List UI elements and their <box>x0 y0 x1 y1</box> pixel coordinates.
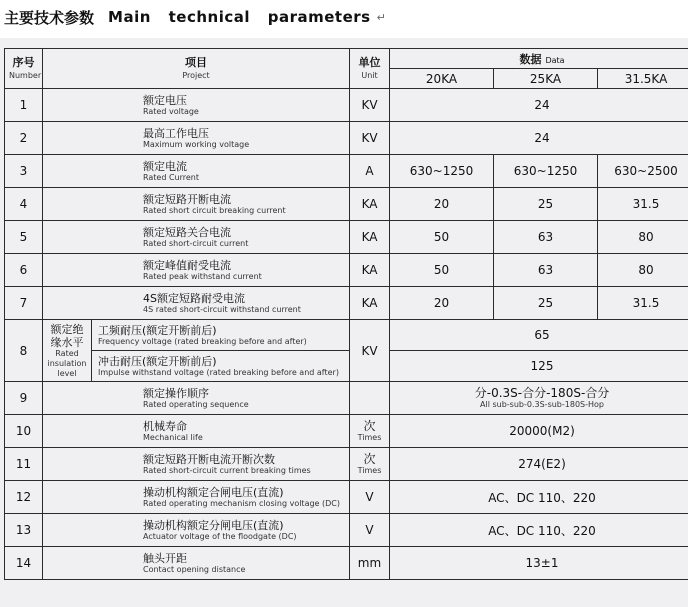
value: 31.5 <box>598 188 688 221</box>
insulation-group-label: 额定绝缘水平 Rated insulation level <box>43 320 92 382</box>
unit: KA <box>350 254 390 287</box>
title-cn: 主要技术参数 <box>4 8 95 27</box>
table-row <box>5 287 688 320</box>
table-row <box>5 547 688 580</box>
param-name: 最高工作电压 Maximum working voltage <box>43 122 350 155</box>
value: 80 <box>598 254 688 287</box>
value: 31.5 <box>598 287 688 320</box>
table-row <box>5 320 688 351</box>
value: 50 <box>390 254 494 287</box>
unit: KA <box>350 221 390 254</box>
value: 80 <box>598 221 688 254</box>
value: 50 <box>390 221 494 254</box>
param-name: 操动机构额定合闸电压(直流) Rated operating mechanism closing voltage (DC) <box>43 481 350 514</box>
value: 25 <box>494 188 598 221</box>
title-en: Main technical parameters <box>108 8 371 26</box>
value: 65 <box>390 320 688 351</box>
table-row <box>5 351 688 382</box>
value: 13±1 <box>390 547 688 580</box>
unit: KA <box>350 188 390 221</box>
header-row <box>5 49 688 69</box>
param-name: 额定操作顺序 Rated operating sequence <box>43 382 350 415</box>
row-number: 14 <box>5 547 43 580</box>
param-name: 额定峰值耐受电流 Rated peak withstand current <box>43 254 350 287</box>
value: 24 <box>390 89 688 122</box>
unit <box>350 382 390 415</box>
header-unit: 单位 Unit <box>350 49 390 89</box>
value: 125 <box>390 351 688 382</box>
unit: KA <box>350 287 390 320</box>
value: 24 <box>390 122 688 155</box>
value: 分-0.3S-合分-180S-合分 All sub-sub-0.3S-sub-180S-Hop <box>390 382 688 415</box>
value: AC、DC 110、220 <box>390 514 688 547</box>
table-row <box>5 89 688 122</box>
header-number: 序号 Number <box>5 49 43 89</box>
param-name: 触头开距 Contact opening distance <box>43 547 350 580</box>
table-row <box>5 254 688 287</box>
param-name: 机械寿命 Mechanical life <box>43 415 350 448</box>
row-number: 12 <box>5 481 43 514</box>
value: 63 <box>494 221 598 254</box>
value: 630~1250 <box>494 155 598 188</box>
table-row <box>5 188 688 221</box>
table-row <box>5 415 688 448</box>
value: 20 <box>390 188 494 221</box>
row-number: 7 <box>5 287 43 320</box>
value: 630~2500 <box>598 155 688 188</box>
param-name: 4S额定短路耐受电流 4S rated short-circuit withstand current <box>43 287 350 320</box>
value: 25 <box>494 287 598 320</box>
unit: mm <box>350 547 390 580</box>
header-data: 数据 Data <box>390 49 688 69</box>
value: 630~1250 <box>390 155 494 188</box>
row-number: 3 <box>5 155 43 188</box>
row-number: 9 <box>5 382 43 415</box>
row-number: 13 <box>5 514 43 547</box>
table-row <box>5 382 688 415</box>
page-title <box>4 4 386 30</box>
row-number: 10 <box>5 415 43 448</box>
parameter-sheet <box>0 38 688 607</box>
unit: V <box>350 481 390 514</box>
col-25ka: 25KA <box>494 69 598 89</box>
table-row <box>5 155 688 188</box>
param-name: 操动机构额定分闸电压(直流) Actuator voltage of the floodgate (DC) <box>43 514 350 547</box>
param-name: 额定短路关合电流 Rated short-circuit current <box>43 221 350 254</box>
unit: V <box>350 514 390 547</box>
param-name: 额定电流 Rated Current <box>43 155 350 188</box>
row-number: 1 <box>5 89 43 122</box>
row-number: 4 <box>5 188 43 221</box>
header-project: 项目 Project <box>43 49 350 89</box>
unit: KV <box>350 89 390 122</box>
value: 20000(M2) <box>390 415 688 448</box>
row-number: 6 <box>5 254 43 287</box>
table-row <box>5 481 688 514</box>
unit: 次 Times <box>350 415 390 448</box>
param-name: 工频耐压(额定开断前后) Frequency voltage (rated breaking before and after) <box>92 320 350 351</box>
return-mark: ↵ <box>376 10 386 24</box>
unit: KV <box>350 122 390 155</box>
table-row <box>5 514 688 547</box>
unit: KV <box>350 320 390 382</box>
row-number: 11 <box>5 448 43 481</box>
table-row <box>5 122 688 155</box>
param-name: 额定短路开断电流开断次数 Rated short-circuit current breaking times <box>43 448 350 481</box>
table-row <box>5 221 688 254</box>
value: 274(E2) <box>390 448 688 481</box>
param-name: 冲击耐压(额定开断前后) Impulse withstand voltage (rated breaking before and after) <box>92 351 350 382</box>
unit: 次 Times <box>350 448 390 481</box>
parameters-table <box>4 48 688 580</box>
unit: A <box>350 155 390 188</box>
row-number: 5 <box>5 221 43 254</box>
param-name: 额定短路开断电流 Rated short circuit breaking current <box>43 188 350 221</box>
value: 20 <box>390 287 494 320</box>
col-20ka: 20KA <box>390 69 494 89</box>
row-number: 8 <box>5 320 43 382</box>
col-31-5ka: 31.5KA <box>598 69 688 89</box>
param-name: 额定电压 Rated voltage <box>43 89 350 122</box>
value: 63 <box>494 254 598 287</box>
value: AC、DC 110、220 <box>390 481 688 514</box>
row-number: 2 <box>5 122 43 155</box>
table-row <box>5 448 688 481</box>
